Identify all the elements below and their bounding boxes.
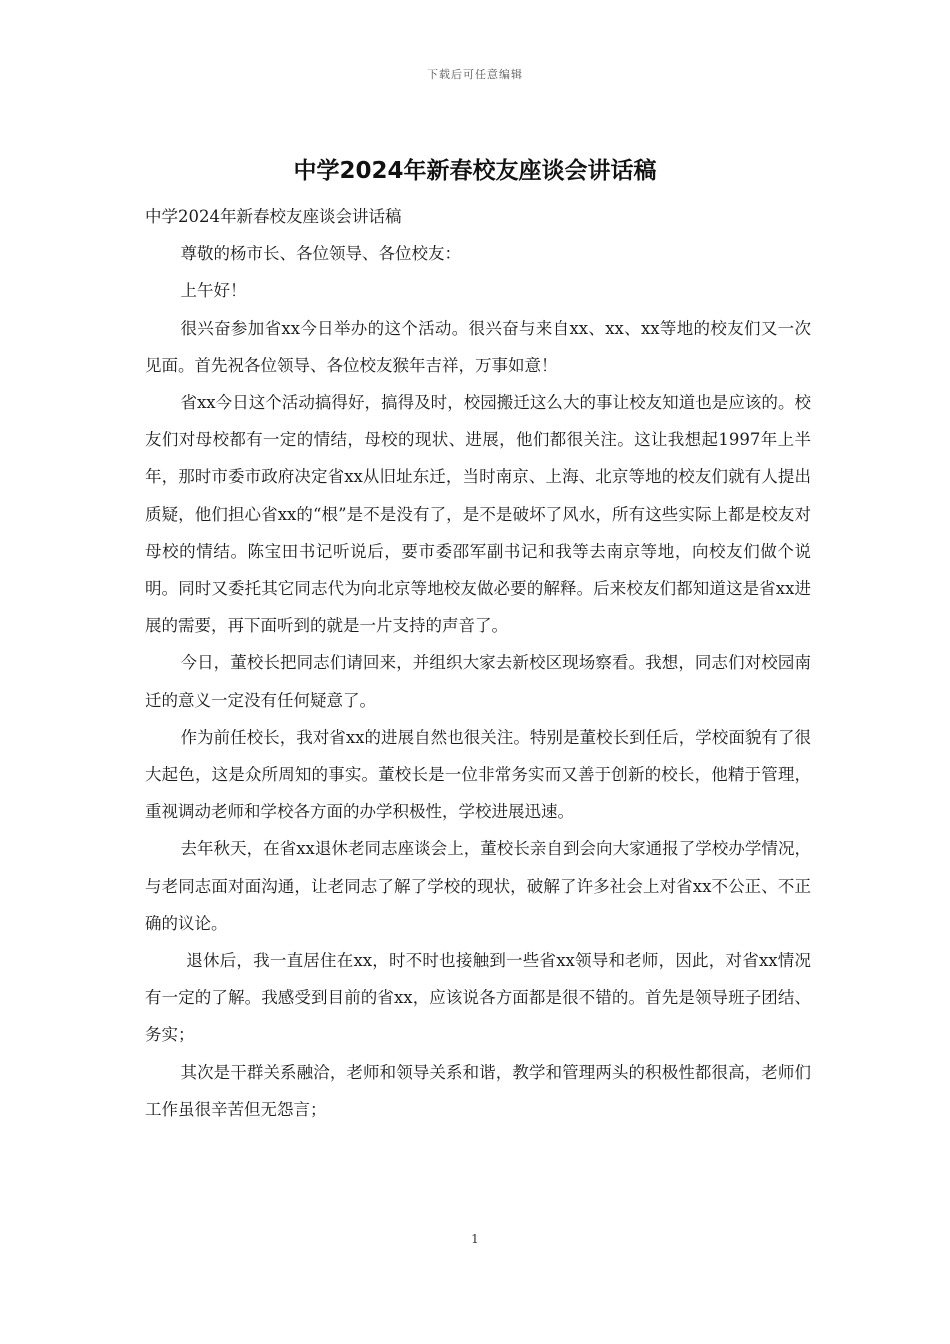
paragraph: 去年秋天，在省xx退休老同志座谈会上，董校长亲自到会向大家通报了学校办学情况，与老同志面对面沟通，让老同志了解了学校的现状，破解了许多社会上对省xx不公正、不正确的议论。 <box>145 839 811 933</box>
subtitle-line: 中学2024年新春校友座谈会讲话稿 <box>145 207 402 226</box>
paragraph: 退休后，我一直居住在xx，时不时也接触到一些省xx领导和老师，因此，对省xx情况有一定的了解。我感受到目前的省xx，应该说各方面都是很不错的。首先是领导班子团结、务实； <box>145 951 811 1045</box>
document-title: 中学2024年新春校友座谈会讲话稿 <box>293 158 657 184</box>
document-body <box>145 198 811 1128</box>
paragraph: 很兴奋参加省xx今日举办的这个活动。很兴奋与来自xx、xx、xx等地的校友们又一次见面。首先祝各位领导、各位校友猴年吉祥，万事如意！ <box>145 318 811 375</box>
greeting: 上午好！ <box>180 281 247 301</box>
paragraph: 其次是干群关系融洽，老师和领导关系和谐，教学和管理两头的积极性都很高，老师们工作虽很辛苦但无怨言； <box>145 1062 811 1119</box>
header-note: 下载后可任意编辑 <box>427 68 523 81</box>
paragraph: 今日，董校长把同志们请回来，并组织大家去新校区现场察看。我想，同志们对校园南迁的意义一定没有任何疑意了。 <box>145 653 811 710</box>
paragraph: 省xx今日这个活动搞得好，搞得及时，校园搬迁这么大的事让校友知道也是应该的。校友们对母校都有一定的情结，母校的现状、进展，他们都很关注。这让我想起1997年上半年，那时市委市政府决定省xx从旧址东迁，当时南京、上海、北京等地的校友们就有人提出质疑，他们担心省xx的“根”是不是没有了，是不是破坏了风水，所有这些实际上都是校友对母校的情结。陈宝田书记听说后，要市委邵军副书记和我等去南京等地，向校友们做个说明。同时又委托其它同志代为向北京等地校友做必要的解释。后来校友们都知道这是省xx进展的需要，再下面听到的就是一片支持的声音了。 <box>145 393 811 636</box>
paragraph: 作为前任校长，我对省xx的进展自然也很关注。特别是董校长到任后，学校面貌有了很大起色，这是众所周知的事实。董校长是一位非常务实而又善于创新的校长，他精于管理，重视调动老师和学校各方面的办学积极性，学校进展迅速。 <box>145 727 811 822</box>
page-number: 1 <box>471 1232 479 1246</box>
salutation: 尊敬的杨市长、各位领导、各位校友： <box>180 244 461 264</box>
